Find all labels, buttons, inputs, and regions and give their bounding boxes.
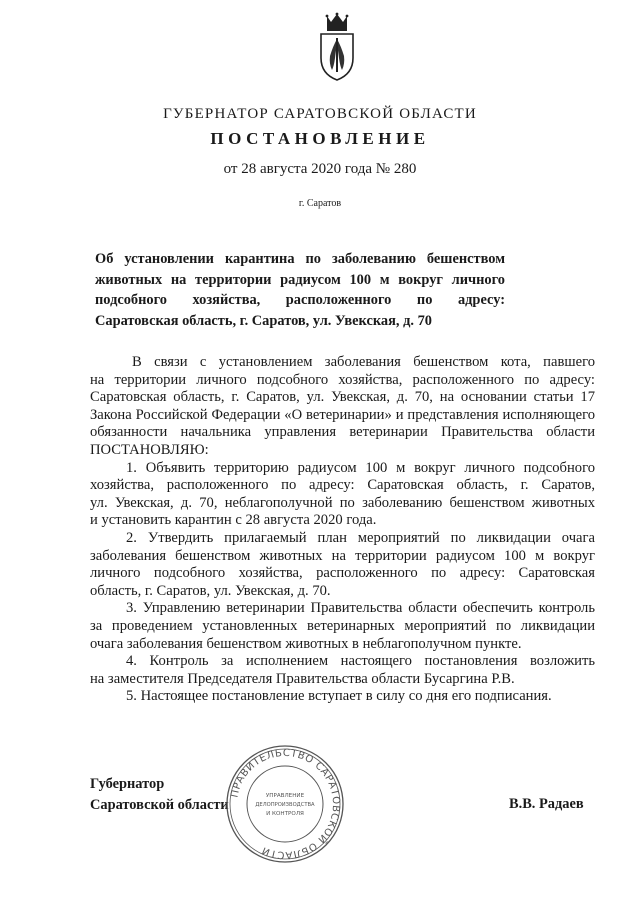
body-line: на заместителя Председателя Правительства области Бусаргина Р.В. bbox=[90, 670, 515, 687]
body-line: 3. Управлению ветеринарии Правительства области обеспечить контроль bbox=[126, 600, 595, 617]
issuer-heading: ГУБЕРНАТОР САРАТОВСКОЙ ОБЛАСТИ bbox=[163, 106, 477, 122]
seal-inner-text: УПРАВЛЕНИЕ bbox=[265, 793, 305, 799]
signatory-position-line: Губернатор bbox=[90, 776, 165, 792]
body-line: заболевания бешенством животных на территории радиусом 100 м вокруг bbox=[90, 547, 595, 564]
body-line: очага заболевания бешенством животных в неблагополучном пункте. bbox=[90, 635, 522, 652]
body-line: хозяйства, расположенного по адресу: Саратовская область, г. Саратов, bbox=[90, 477, 595, 494]
body-line: В связи с установлением заболевания бешенством кота, павшего bbox=[132, 354, 595, 370]
body-line: 4. Контроль за исполнением настоящего постановления возложить bbox=[126, 653, 595, 670]
body-line: 2. Утвердить прилагаемый план мероприятий по ликвидации очага bbox=[126, 529, 595, 546]
seal-outer-text: ПРАВИТЕЛЬСТВО САРАТОВСКОЙ ОБЛАСТИ bbox=[229, 747, 342, 861]
title-line: подсобного хозяйства, расположенного по адресу: bbox=[95, 292, 505, 308]
signatory-position bbox=[90, 774, 229, 816]
body-line: и установить карантин с 28 августа 2020 года. bbox=[90, 512, 377, 529]
title-line: Саратовская область, г. Саратов, ул. Увекская, д. 70 bbox=[95, 312, 432, 329]
document-city: г. Саратов bbox=[298, 198, 342, 209]
body-line: ПОСТАНОВЛЯЮ: bbox=[90, 441, 209, 458]
body-line: Закона Российской Федерации «О ветеринарии» и представления исполняющего bbox=[90, 406, 595, 423]
signatory-name: В.В. Радаев bbox=[509, 796, 584, 812]
seal-inner-text: ДЕЛОПРОИЗВОДСТВА bbox=[255, 802, 315, 808]
body-line: 1. Объявить территорию радиусом 100 м вокруг личного подсобного bbox=[126, 459, 595, 476]
coat-of-arms-icon bbox=[316, 12, 358, 82]
body-line: область, г. Саратов, ул. Увекская, д. 70. bbox=[90, 582, 331, 599]
title-line: животных на территории радиусом 100 м вокруг личного bbox=[95, 271, 505, 288]
seal-inner-text: И КОНТРОЛЯ bbox=[266, 811, 304, 817]
body-line: 5. Настоящее постановление вступает в силу со дня его подписания. bbox=[126, 688, 552, 705]
body-line: Саратовская область, г. Саратов, ул. Увекская, д. 70, на основании статьи 17 bbox=[90, 389, 595, 406]
official-seal-icon bbox=[224, 743, 346, 865]
document-title bbox=[95, 249, 505, 331]
body-line: личного подсобного хозяйства, расположенного по адресу: Саратовская bbox=[90, 565, 595, 582]
body-line: обязанности начальника управления ветеринарии Правительства области bbox=[90, 424, 595, 441]
document-type-heading: ПОСТАНОВЛЕНИЕ bbox=[210, 129, 430, 148]
body-line: на территории личного подсобного хозяйства, расположенного по адресу: bbox=[90, 371, 595, 388]
signatory-position-line: Саратовской области bbox=[90, 797, 229, 813]
body-line: за проведением установленных ветеринарных мероприятий по ликвидации bbox=[90, 617, 595, 634]
title-line: Об установлении карантина по заболеванию бешенством bbox=[95, 251, 505, 267]
document-date-number: от 28 августа 2020 года № 280 bbox=[223, 161, 417, 177]
document-body bbox=[90, 354, 595, 706]
body-line: ул. Увекская, д. 70, неблагополучной по заболеванию бешенством животных bbox=[90, 494, 595, 511]
